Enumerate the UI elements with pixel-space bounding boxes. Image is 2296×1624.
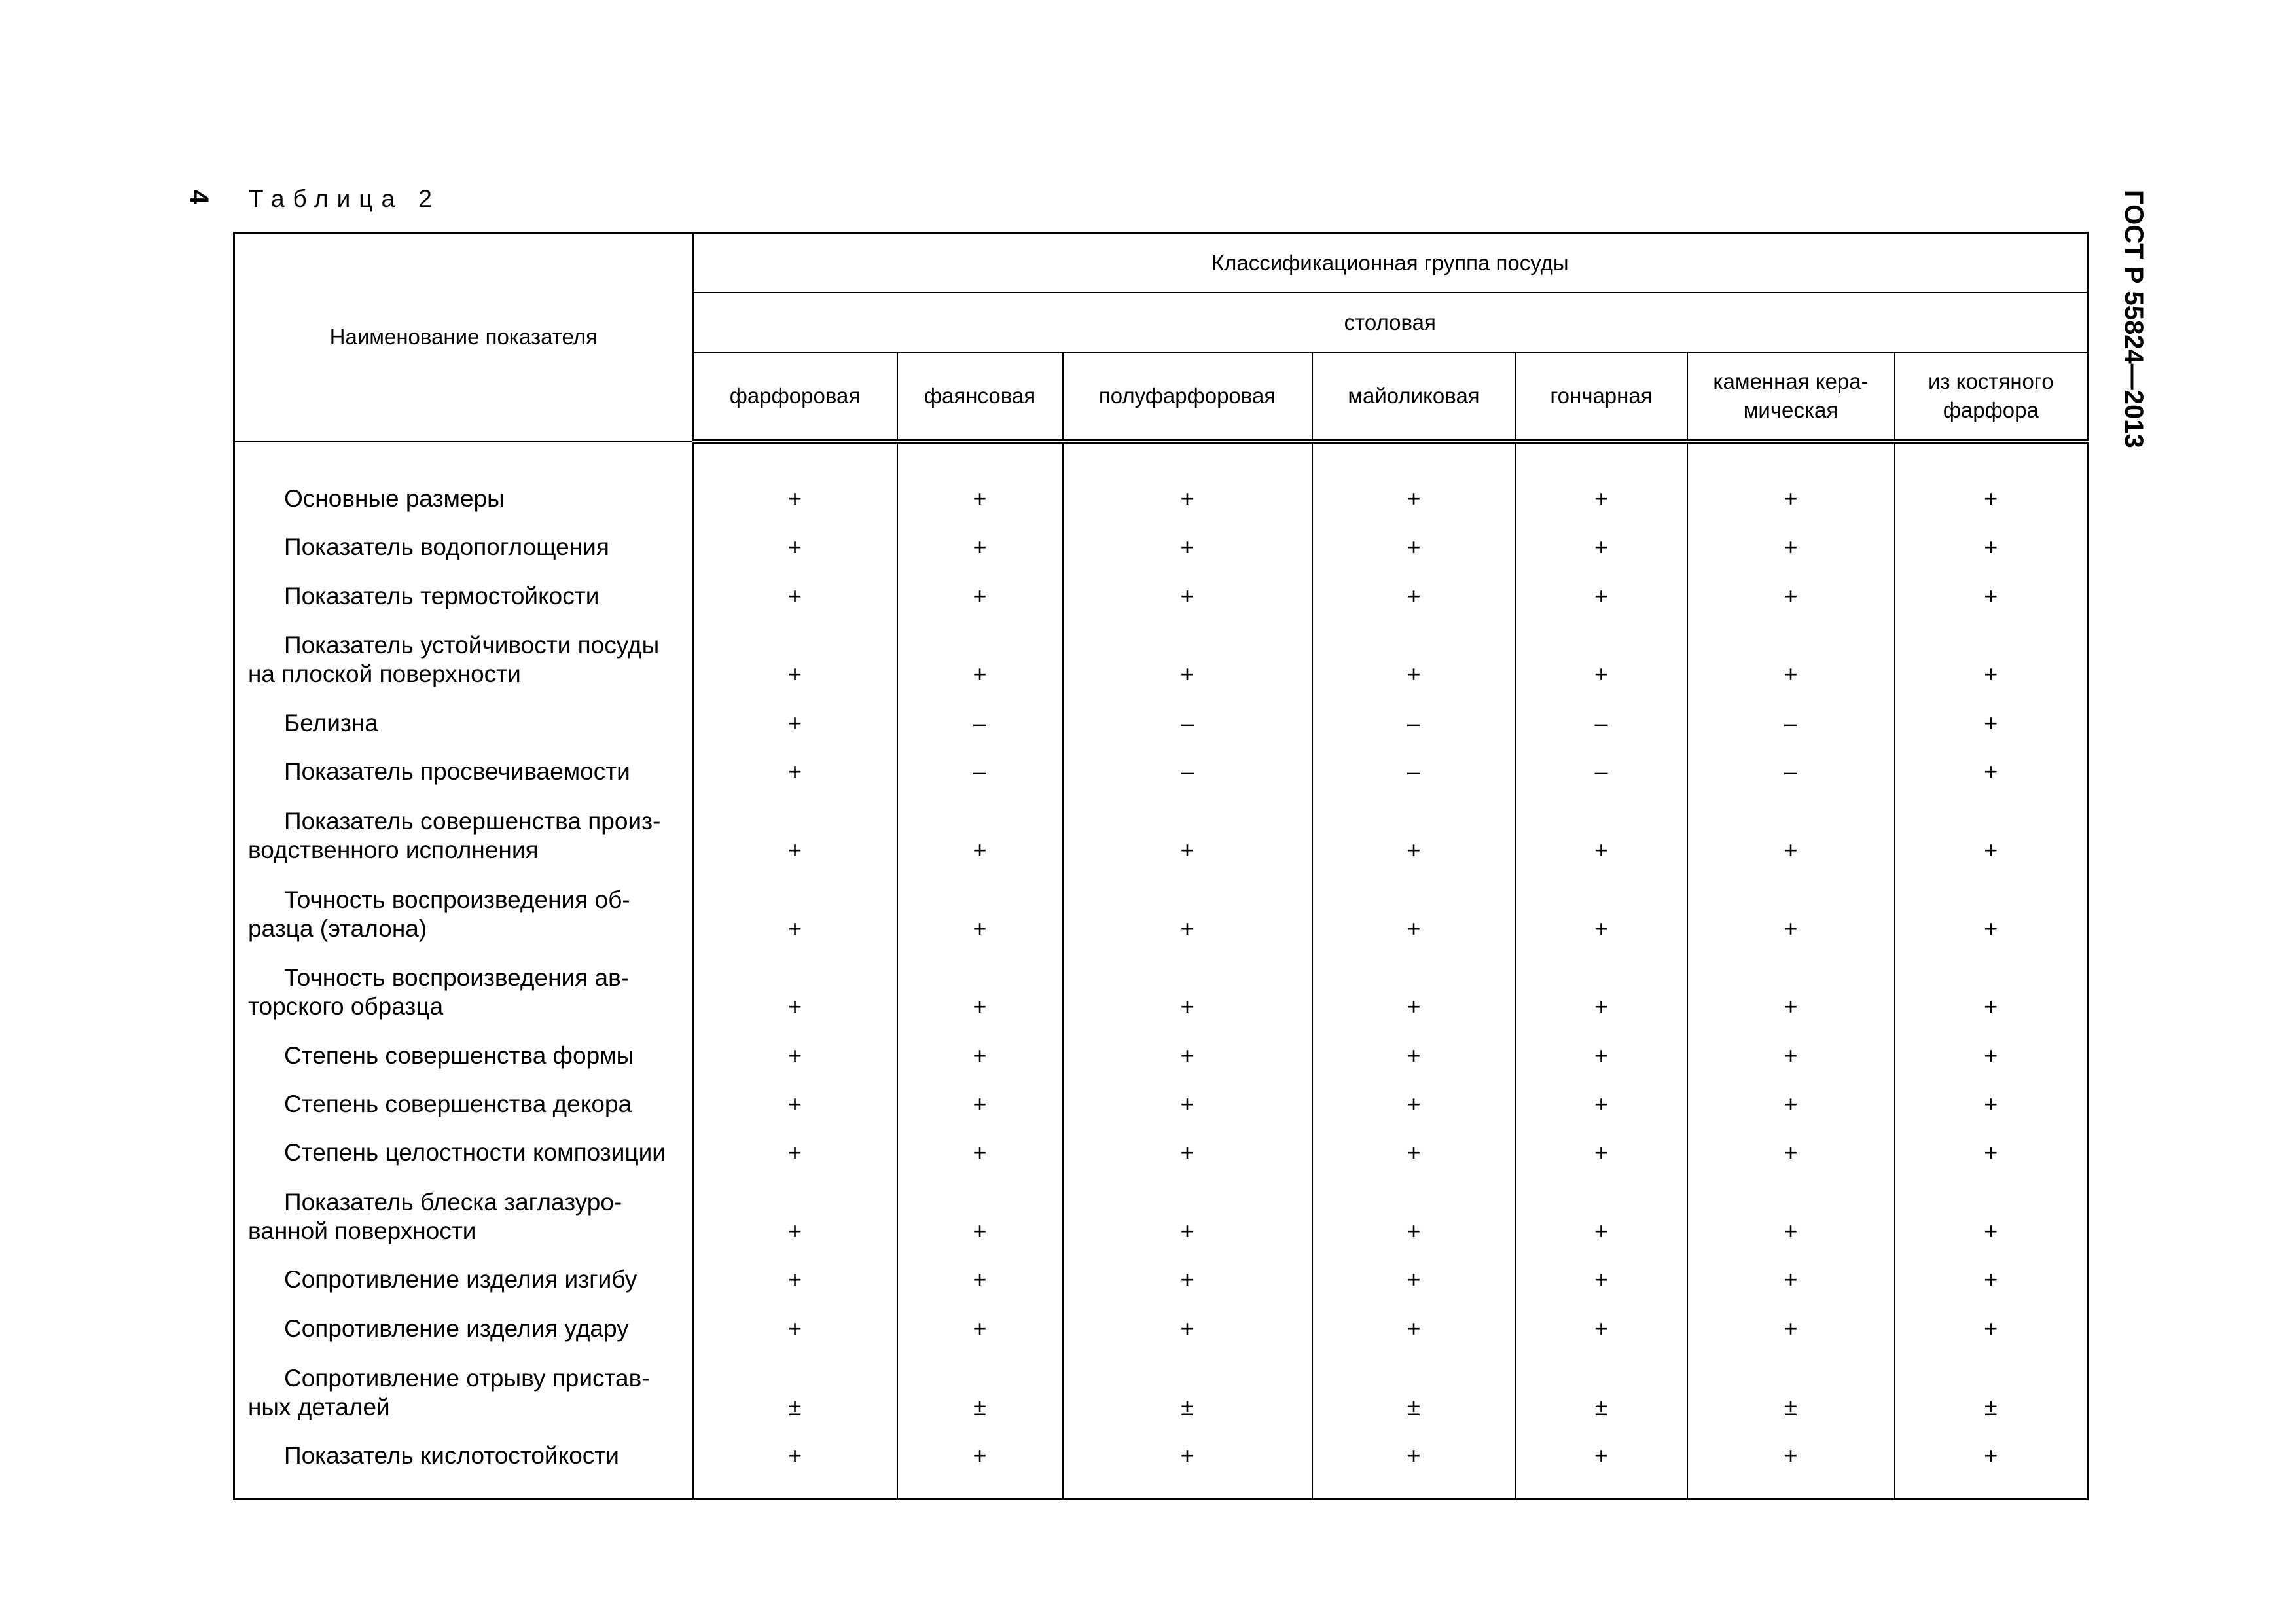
indicator-name-line: водственного исполнения [248,836,539,863]
indicator-name-line: Точность воспроизведения об- [284,886,630,913]
applicability-mark: + [1312,1431,1516,1479]
table-row [234,571,2088,619]
table-row [234,1255,2088,1303]
applicability-mark: + [1687,952,1895,1031]
applicability-mark: + [1895,442,2088,522]
empty-cell [1312,1479,1516,1500]
applicability-mark: + [693,1176,897,1255]
applicability-mark: + [693,874,897,952]
applicability-mark: + [1063,1079,1312,1128]
indicator-table [233,232,2089,1500]
table-row [234,874,2088,952]
indicator-name [234,698,693,746]
empty-cell [1895,1479,2088,1500]
applicability-mark: + [1687,442,1895,522]
indicator-name-header: Наименование показателя [234,233,693,442]
empty-cell [1063,1479,1312,1500]
applicability-mark: + [897,571,1063,619]
applicability-mark: + [1312,1128,1516,1176]
column-header-line: майоликовая [1348,384,1480,408]
applicability-mark: + [693,522,897,571]
applicability-mark: + [1516,1030,1687,1079]
table-row [234,795,2088,874]
applicability-mark: + [1312,874,1516,952]
empty-cell [1516,1479,1687,1500]
applicability-mark: + [897,1303,1063,1352]
group-header: Классификационная группа посуды [693,233,2088,293]
applicability-mark: – [1687,747,1895,795]
applicability-mark: + [1687,874,1895,952]
table-row [234,1431,2088,1479]
indicator-name-line: Степень совершенства декора [284,1091,632,1118]
indicator-name-line: Показатель кислотостойкости [284,1441,619,1469]
applicability-mark: + [897,1255,1063,1303]
applicability-mark: + [1895,952,2088,1031]
applicability-mark: + [1687,1303,1895,1352]
empty-cell [1687,1479,1895,1500]
page-number: 4 [185,190,213,205]
indicator-name [234,620,693,698]
applicability-mark: + [1687,1255,1895,1303]
applicability-mark: + [693,952,897,1031]
column-header [1312,352,1516,442]
applicability-mark: + [1687,620,1895,698]
applicability-mark: ± [1516,1352,1687,1431]
applicability-mark: – [1063,698,1312,746]
applicability-mark: – [1516,747,1687,795]
column-header [1063,352,1312,442]
applicability-mark: + [1687,1030,1895,1079]
indicator-name [234,874,693,952]
table-row [234,1176,2088,1255]
table-row [234,620,2088,698]
applicability-mark: + [1895,620,2088,698]
column-header-line: полуфарфоровая [1098,384,1276,408]
applicability-mark: + [1516,952,1687,1031]
table-row [234,1128,2088,1176]
indicator-name-line: Сопротивление изделия удару [284,1314,629,1342]
applicability-mark: + [1516,874,1687,952]
indicator-name-line: ных деталей [248,1393,390,1420]
applicability-mark: + [1063,874,1312,952]
indicator-name [234,1431,693,1479]
column-header-line: гончарная [1550,384,1653,408]
table-row [234,442,2088,522]
indicator-name-line: Показатель просвечиваемости [284,758,630,785]
applicability-mark: + [1063,795,1312,874]
applicability-mark: + [1063,1431,1312,1479]
indicator-name-line: Точность воспроизведения ав- [284,964,630,992]
applicability-mark: + [1895,874,2088,952]
indicator-name-line: Показатель совершенства произ- [284,807,661,835]
applicability-mark: + [1063,952,1312,1031]
applicability-mark: – [1687,698,1895,746]
applicability-mark: + [1063,522,1312,571]
column-header-line: мическая [1743,398,1839,422]
table-row [234,522,2088,571]
indicator-name-line: торского образца [248,993,444,1020]
applicability-mark: ± [693,1352,897,1431]
applicability-mark: + [897,795,1063,874]
indicator-name [234,571,693,619]
applicability-mark: + [1312,1079,1516,1128]
indicator-name [234,952,693,1031]
table-row [234,1079,2088,1128]
indicator-name-line: Сопротивление отрыву пристав- [284,1364,650,1392]
applicability-mark: + [1895,1431,2088,1479]
indicator-name [234,747,693,795]
column-header-line: фарфора [1943,398,2039,422]
applicability-mark: + [897,1128,1063,1176]
indicator-name-line: Показатель блеска заглазуро- [284,1189,622,1216]
applicability-mark: + [1895,1030,2088,1079]
applicability-mark: + [1312,1176,1516,1255]
indicator-name-line: Показатель водопоглощения [284,533,609,561]
applicability-mark: + [1687,522,1895,571]
applicability-mark: + [897,1431,1063,1479]
applicability-mark: + [693,1431,897,1479]
applicability-mark: + [1516,522,1687,571]
applicability-mark: ± [1312,1352,1516,1431]
table-title: Таблица 2 [249,185,440,212]
applicability-mark: + [1312,795,1516,874]
empty-cell [234,1479,693,1500]
applicability-mark: + [1312,442,1516,522]
applicability-mark: + [1063,442,1312,522]
indicator-name [234,1079,693,1128]
column-header [1895,352,2088,442]
applicability-mark: + [693,620,897,698]
applicability-mark: + [1516,620,1687,698]
column-header [1516,352,1687,442]
applicability-mark: – [1063,747,1312,795]
indicator-name [234,1303,693,1352]
indicator-name-line: на плоской поверхности [248,660,521,688]
applicability-mark: + [1312,522,1516,571]
applicability-mark: + [1895,747,2088,795]
indicator-name-line: Белизна [284,709,378,736]
applicability-mark: + [1063,1176,1312,1255]
applicability-mark: + [1312,620,1516,698]
indicator-name [234,1128,693,1176]
applicability-mark: + [693,442,897,522]
indicator-name-line: Степень совершенства формы [284,1041,634,1069]
applicability-mark: + [1895,698,2088,746]
column-header-line: фаянсовая [924,384,1036,408]
column-header [1687,352,1895,442]
indicator-name [234,1176,693,1255]
table-row [234,952,2088,1031]
applicability-mark: – [1516,698,1687,746]
indicator-name [234,522,693,571]
empty-cell [693,1479,897,1500]
table-row [234,1352,2088,1431]
applicability-mark: + [693,571,897,619]
applicability-mark: ± [1687,1352,1895,1431]
applicability-mark: ± [1895,1352,2088,1431]
indicator-name-line: разца (эталона) [248,914,427,942]
applicability-mark: + [1687,1431,1895,1479]
applicability-mark: + [1895,1303,2088,1352]
applicability-mark: + [693,1079,897,1128]
document-code: ГОСТ Р 55824—2013 [2119,190,2148,448]
applicability-mark: + [897,1030,1063,1079]
column-header-line: каменная кера- [1713,369,1869,393]
applicability-mark: + [1687,1176,1895,1255]
applicability-mark: + [1895,522,2088,571]
indicator-name [234,795,693,874]
applicability-mark: + [897,1176,1063,1255]
applicability-mark: + [1312,952,1516,1031]
table-row [234,698,2088,746]
applicability-mark: + [897,1079,1063,1128]
subgroup-header: столовая [693,293,2088,352]
table-row [234,747,2088,795]
table-filler-row [234,1479,2088,1500]
applicability-mark: + [693,1303,897,1352]
applicability-mark: + [897,522,1063,571]
applicability-mark: + [693,698,897,746]
indicator-name [234,1352,693,1431]
applicability-mark: + [1516,571,1687,619]
applicability-mark: + [1312,1255,1516,1303]
applicability-mark: + [897,952,1063,1031]
applicability-mark: + [1687,795,1895,874]
applicability-mark: ± [897,1352,1063,1431]
applicability-mark: + [1516,1176,1687,1255]
applicability-mark: + [1063,1255,1312,1303]
applicability-mark: + [1895,1176,2088,1255]
applicability-mark: + [1063,1303,1312,1352]
applicability-mark: + [693,747,897,795]
applicability-mark: + [1063,620,1312,698]
indicator-name-line: Степень целостности композиции [284,1139,666,1166]
table-row [234,1303,2088,1352]
applicability-mark: – [1312,747,1516,795]
applicability-mark: + [693,1255,897,1303]
column-header-line: из костяного [1928,369,2054,393]
applicability-mark: – [1312,698,1516,746]
applicability-mark: ± [1063,1352,1312,1431]
applicability-mark: + [1895,1128,2088,1176]
applicability-mark: + [1895,1079,2088,1128]
applicability-mark: + [1516,1255,1687,1303]
indicator-name-line: Основные размеры [284,484,505,512]
applicability-mark: + [1516,442,1687,522]
applicability-mark: + [897,874,1063,952]
applicability-mark: + [1895,795,2088,874]
applicability-mark: + [1516,795,1687,874]
applicability-mark: + [1687,1079,1895,1128]
applicability-mark: + [1687,1128,1895,1176]
indicator-name-line: Показатель термостойкости [284,582,600,609]
applicability-mark: + [1516,1079,1687,1128]
applicability-mark: + [1895,571,2088,619]
applicability-mark: + [1312,1303,1516,1352]
applicability-mark: + [1063,1030,1312,1079]
indicator-name-line: Показатель устойчивости посуды [284,632,660,659]
applicability-mark: + [1687,571,1895,619]
applicability-mark: – [897,747,1063,795]
column-header [897,352,1063,442]
indicator-name [234,1030,693,1079]
indicator-name [234,1255,693,1303]
applicability-mark: + [1312,571,1516,619]
applicability-mark: + [693,1030,897,1079]
indicator-name-line: ванной поверхности [248,1218,476,1245]
indicator-name [234,442,693,522]
applicability-mark: + [1312,1030,1516,1079]
empty-cell [897,1479,1063,1500]
applicability-mark: + [693,795,897,874]
applicability-mark: + [897,620,1063,698]
applicability-mark: + [1895,1255,2088,1303]
applicability-mark: + [693,1128,897,1176]
applicability-mark: + [1516,1128,1687,1176]
applicability-mark: – [897,698,1063,746]
table-row [234,1030,2088,1079]
indicator-name-line: Сопротивление изделия изгибу [284,1266,637,1293]
applicability-mark: + [1063,571,1312,619]
applicability-mark: + [1516,1303,1687,1352]
applicability-mark: + [1516,1431,1687,1479]
applicability-mark: + [1063,1128,1312,1176]
column-header-line: фарфоровая [729,384,861,408]
applicability-mark: + [897,442,1063,522]
column-header [693,352,897,442]
